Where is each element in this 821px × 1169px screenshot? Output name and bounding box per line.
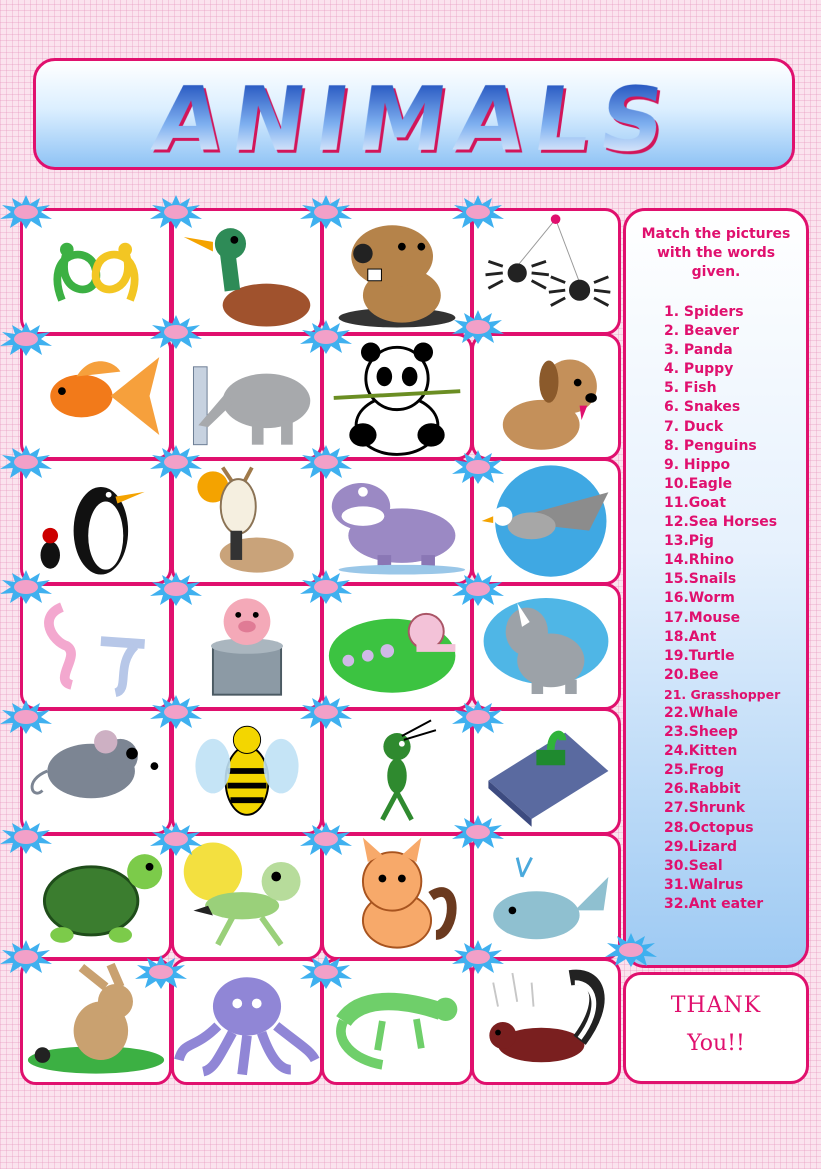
star-burst-icon — [452, 700, 504, 734]
word-item: 9. Hippo — [664, 456, 731, 473]
turtle-icon — [23, 836, 169, 957]
star-burst-icon — [0, 322, 52, 356]
star-burst-icon — [452, 310, 504, 344]
word-item: 30.Seal — [664, 857, 723, 874]
star-burst-icon — [300, 955, 352, 989]
star-burst-icon — [300, 570, 352, 604]
word-item: 28.Octopus — [664, 819, 754, 836]
star-burst-icon — [452, 815, 504, 849]
word-item: 8. Penguins — [664, 437, 757, 454]
word-item: 19.Turtle — [664, 647, 735, 664]
word-item: 17.Mouse — [664, 609, 741, 626]
word-item: 11.Goat — [664, 494, 727, 511]
word-item: 24.Kitten — [664, 743, 738, 760]
word-item: 25.Frog — [664, 762, 725, 779]
star-burst-icon — [0, 445, 52, 479]
picture-cell — [471, 958, 621, 1085]
star-burst-icon — [300, 195, 352, 229]
word-item: 23.Sheep — [664, 724, 738, 741]
word-item: 1. Spiders — [664, 304, 744, 320]
thank-you-line1: THANK — [670, 993, 762, 1018]
sea-horses-icon — [23, 586, 169, 707]
word-item: 6. Snakes — [664, 399, 741, 416]
word-item: 3. Panda — [664, 342, 733, 359]
beaver-icon — [324, 211, 470, 332]
word-item: 22.Whale — [664, 704, 738, 721]
word-item: 21. Grasshopper — [664, 686, 781, 702]
thank-you-box — [623, 972, 809, 1084]
picture-cell — [471, 333, 621, 460]
star-burst-icon — [150, 695, 202, 729]
star-burst-icon — [0, 700, 52, 734]
star-burst-icon — [0, 195, 52, 229]
ant-eater-icon — [174, 336, 320, 457]
word-item: 26.Rabbit — [664, 781, 741, 798]
star-burst-icon — [0, 940, 52, 974]
star-burst-icon — [452, 940, 504, 974]
word-item: 7. Duck — [664, 418, 724, 435]
page-title: ANIMALS — [30, 75, 799, 165]
star-burst-icon — [0, 820, 52, 854]
hippo-icon — [324, 461, 470, 582]
word-item: 32.Ant eater — [664, 895, 764, 912]
whale-icon — [474, 836, 618, 957]
panda-icon — [324, 336, 470, 457]
word-item: 4. Puppy — [664, 361, 734, 378]
star-burst-icon — [150, 445, 202, 479]
thank-you-line2: You!! — [687, 1031, 745, 1056]
penguins-icon — [23, 461, 169, 582]
star-burst-icon — [300, 445, 352, 479]
word-item: 18.Ant — [664, 628, 717, 645]
star-burst-icon — [452, 572, 504, 606]
star-burst-icon — [605, 933, 657, 967]
star-burst-icon — [300, 320, 352, 354]
word-panel — [623, 208, 809, 968]
star-burst-icon — [150, 822, 202, 856]
goat-icon — [174, 461, 320, 582]
word-item: 16.Worm — [664, 590, 735, 607]
word-item: 13.Pig — [664, 533, 714, 550]
bee-icon — [174, 711, 320, 832]
word-item: 29.Lizard — [664, 838, 738, 855]
star-burst-icon — [150, 195, 202, 229]
duck-icon — [174, 211, 320, 332]
star-burst-icon — [150, 315, 202, 349]
word-item: 5. Fish — [664, 380, 717, 397]
star-burst-icon — [135, 955, 187, 989]
star-burst-icon — [150, 572, 202, 606]
word-item: 12.Sea Horses — [664, 514, 778, 531]
word-item: 27.Shrunk — [664, 800, 745, 817]
skunk-icon — [474, 961, 618, 1082]
star-burst-icon — [300, 695, 352, 729]
word-item: 14.Rhino — [664, 552, 734, 569]
word-item: 15.Snails — [664, 571, 737, 588]
word-item: 31.Walrus — [664, 876, 744, 893]
star-burst-icon — [0, 570, 52, 604]
word-item: 10.Eagle — [664, 475, 733, 492]
instructions: Match the pictures with the words given. — [641, 226, 791, 280]
snakes-icon — [23, 211, 169, 332]
ant-icon — [324, 711, 470, 832]
word-item: 2. Beaver — [664, 323, 740, 340]
puppy-icon — [474, 336, 618, 457]
star-burst-icon — [300, 822, 352, 856]
octopus-icon — [174, 961, 320, 1082]
word-list — [664, 303, 780, 914]
snails-icon — [324, 586, 470, 707]
star-burst-icon — [452, 450, 504, 484]
star-burst-icon — [452, 195, 504, 229]
word-item: 20.Bee — [664, 666, 719, 683]
title-banner — [33, 58, 795, 170]
